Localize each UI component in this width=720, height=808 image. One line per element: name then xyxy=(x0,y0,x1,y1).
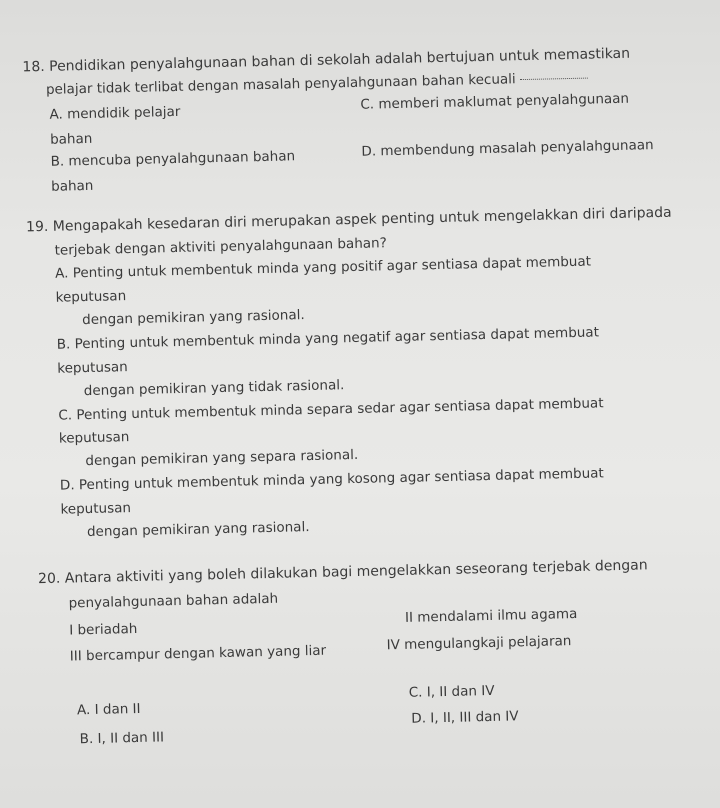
q19-option-d-cont2: dengan pemikiran yang rasional. xyxy=(86,519,310,541)
q18-stem-line2-text: pelajar tidak terlibat dengan masalah penyalahgunaan bahan kecuali xyxy=(45,71,516,98)
q18-option-d: D. membendung masalah penyalahgunaan xyxy=(361,137,654,160)
q20-item-iv: IV mengulangkaji pelajaran xyxy=(386,633,572,654)
q18-option-c: C. memberi maklumat penyalahgunaan xyxy=(360,90,630,113)
q19-option-d-cont: keputusan xyxy=(60,500,132,518)
answer-blank xyxy=(520,78,588,81)
q19-stem-line1: 19. Mengapakah kesedaran diri merupakan aspek penting untuk mengelakkan diri daripada xyxy=(25,204,672,236)
q18-option-a: A. mendidik pelajar xyxy=(49,103,181,123)
q19-option-d: D. Penting untuk membentuk minda yang kosong agar sentiasa dapat membuat xyxy=(59,465,604,494)
q20-option-c: C. I, II dan IV xyxy=(408,682,495,701)
q19-option-a-cont: keputusan xyxy=(55,288,127,306)
q18-option-a-cont: bahan xyxy=(49,130,93,148)
q20-item-ii: II mendalami ilmu agama xyxy=(404,605,578,626)
q20-option-a: A. I dan II xyxy=(76,700,141,719)
q20-option-b: B. I, II dan III xyxy=(79,729,165,748)
q19-option-b: B. Penting untuk membentuk minda yang negatif agar sentiasa dapat membuat xyxy=(56,324,600,353)
q20-stem-line2: penyalahgunaan bahan adalah xyxy=(68,590,279,612)
q19-option-b-cont2: dengan pemikiran yang tidak rasional. xyxy=(83,377,345,400)
q18-option-b: B. mencuba penyalahgunaan bahan xyxy=(50,148,296,170)
q20-item-i: I beriadah xyxy=(69,620,138,639)
q18-stem-line1: 18. Pendidikan penyalahgunaan bahan di sekolah adalah bertujuan untuk memastikan xyxy=(22,45,631,76)
q20-option-d: D. I, II, III dan IV xyxy=(411,708,519,727)
q19-option-c-cont: keputusan xyxy=(58,429,130,447)
q19-option-a-cont2: dengan pemikiran yang rasional. xyxy=(82,307,305,329)
q20-item-iii: III bercampur dengan kawan yang liar xyxy=(69,642,327,665)
q19-option-c-cont2: dengan pemikiran yang separa rasional. xyxy=(85,446,359,470)
q19-option-c: C. Penting untuk membentuk minda separa sedar agar sentiasa dapat membuat xyxy=(58,395,604,424)
q20-stem-line1: 20. Antara aktiviti yang boleh dilakukan bagi mengelakkan seseorang terjebak dengan xyxy=(37,557,648,588)
q19-stem-line2: terjebak dengan aktiviti penyalahgunaan bahan? xyxy=(54,235,387,259)
q19-option-a: A. Penting untuk membentuk minda yang positif agar sentiasa dapat membuat xyxy=(54,253,592,282)
q18-option-b-cont: bahan xyxy=(50,177,94,195)
q19-option-b-cont: keputusan xyxy=(57,359,128,377)
